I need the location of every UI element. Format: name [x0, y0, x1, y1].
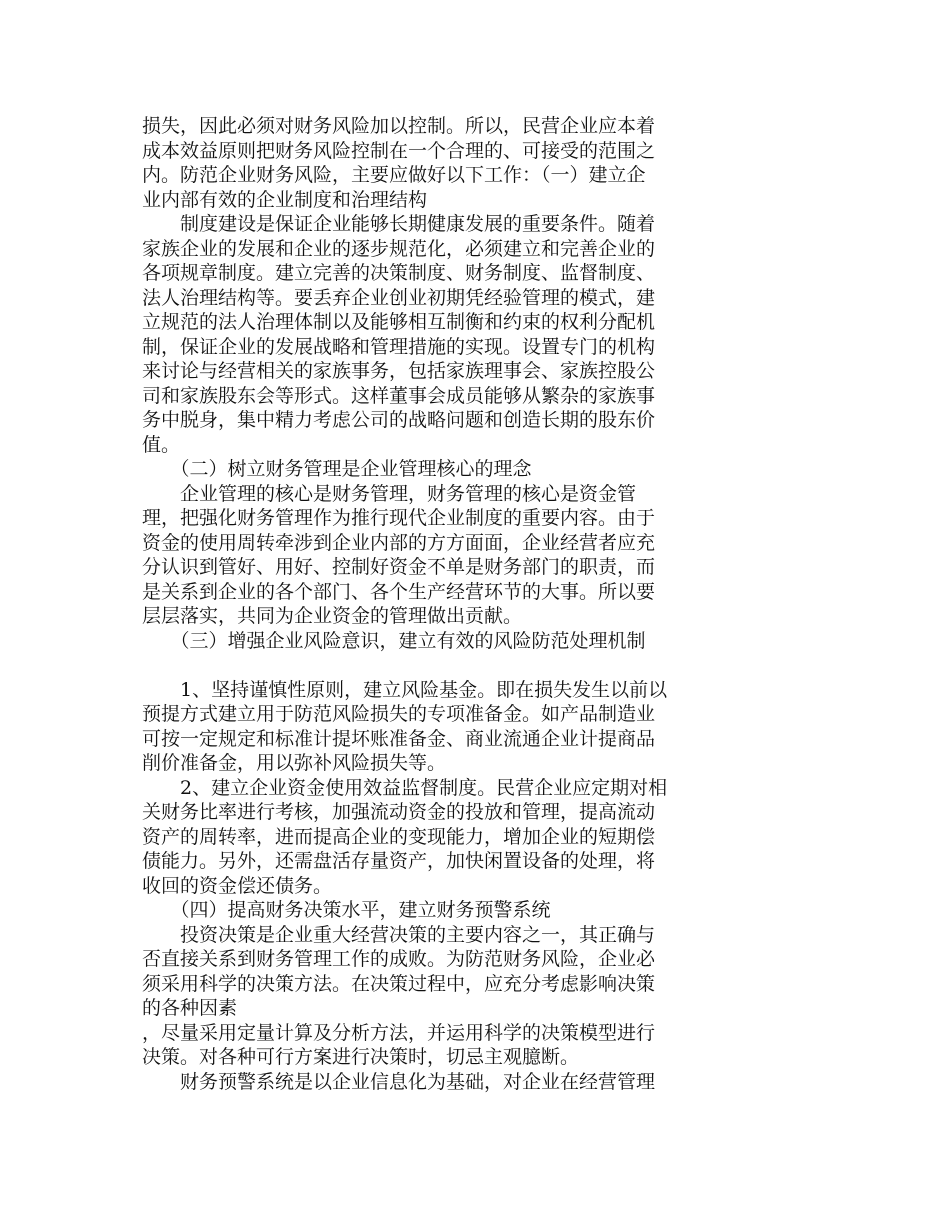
- section-heading: （四）提高财务决策水平，建立财务预警系统: [142, 899, 551, 921]
- text-line: 决策。对各种可行方案进行决策时，切忌主观臆断。: [142, 1046, 580, 1068]
- text-line: 2、建立企业资金使用效益监督制度。民营企业应定期对相: [142, 776, 668, 799]
- text-line: 否直接关系到财务管理工作的成败。为防范财务风险，企业必: [142, 948, 656, 970]
- text-line: 立规范的法人治理体制以及能够相互制衡和约束的权利分配机: [142, 311, 656, 333]
- text-line: 企业管理的核心是财务管理，财务管理的核心是资金管: [142, 482, 637, 505]
- text-line: 可按一定规定和标准计提坏账准备金、商业流通企业计提商品: [142, 727, 656, 750]
- text-line: 成本效益原则把财务风险控制在一个合理的、可接受的范围之: [142, 139, 656, 162]
- text-line: 是关系到企业的各个部门、各个生产经营环节的大事。所以要: [142, 580, 656, 603]
- text-line: 法人治理结构等。要丢弃企业创业初期凭经验管理的模式，建: [142, 286, 656, 309]
- text-line: ，尽量采用定量计算及分析方法，并运用科学的决策模型进行: [142, 1021, 656, 1044]
- text-line: 1、坚持谨慎性原则，建立风险基金。即在损失发生以前以: [142, 678, 668, 701]
- text-line: 来讨论与经营相关的家族事务，包括家族理事会、家族控股公: [142, 360, 656, 382]
- text-line: 理，把强化财务管理作为推行现代企业制度的重要内容。由于: [142, 507, 656, 529]
- text-line: 司和家族股东会等形式。这样董事会成员能够从繁杂的家族事: [142, 384, 656, 407]
- text-line: 的各种因素: [142, 997, 238, 1019]
- text-line: 预提方式建立用于防范风险损失的专项准备金。如产品制造业: [142, 703, 656, 725]
- section-heading: （二）树立财务管理是企业管理核心的理念: [142, 458, 532, 480]
- text-line: 财务预警系统是以企业信息化为基础，对企业在经营管理: [142, 1070, 656, 1093]
- text-line: 制，保证企业的发展战略和管理措施的实现。设置专门的机构: [142, 335, 656, 358]
- text-line: 须采用科学的决策方法。在决策过程中，应充分考虑影响决策: [142, 972, 656, 995]
- text-line: 务中脱身，集中精力考虑公司的战略问题和创造长期的股东价: [142, 409, 656, 431]
- text-line: 内。防范企业财务风险，主要应做好以下工作：（一）建立企: [142, 164, 646, 186]
- section-heading: （三）增强企业风险意识，建立有效的风险防范处理机制: [142, 629, 646, 652]
- text-line: 收回的资金偿还债务。: [142, 874, 333, 897]
- text-line: 债能力。另外，还需盘活存量资产，加快闲置设备的处理，将: [142, 850, 656, 872]
- text-line: 资产的周转率，进而提高企业的变现能力，增加企业的短期偿: [142, 825, 656, 848]
- text-line: 业内部有效的企业制度和治理结构: [142, 188, 428, 211]
- text-line: 关财务比率进行考核，加强流动资金的投放和管理，提高流动: [142, 801, 656, 823]
- text-line: 层层落实，共同为企业资金的管理做出贡献。: [142, 605, 523, 627]
- text-line: 削价准备金，用以弥补风险损失等。: [142, 752, 447, 774]
- text-line: 各项规章制度。建立完善的决策制度、财务制度、监督制度、: [142, 262, 656, 284]
- text-line: 家族企业的发展和企业的逐步规范化，必须建立和完善企业的: [142, 237, 656, 260]
- document-body: [142, 114, 742, 1094]
- text-line: 值。: [142, 433, 181, 456]
- text-line: 分认识到管好、用好、控制好资金不单是财务部门的职责，而: [142, 556, 656, 578]
- text-line: 投资决策是企业重大经营决策的主要内容之一，其正确与: [142, 923, 656, 946]
- text-line: 资金的使用周转牵涉到企业内部的方方面面，企业经营者应充: [142, 531, 656, 554]
- blank-line: [142, 653, 742, 678]
- text-line: 损失，因此必须对财务风险加以控制。所以，民营企业应本着: [142, 115, 656, 137]
- text-line: 制度建设是保证企业能够长期健康发展的重要条件。随着: [142, 213, 656, 235]
